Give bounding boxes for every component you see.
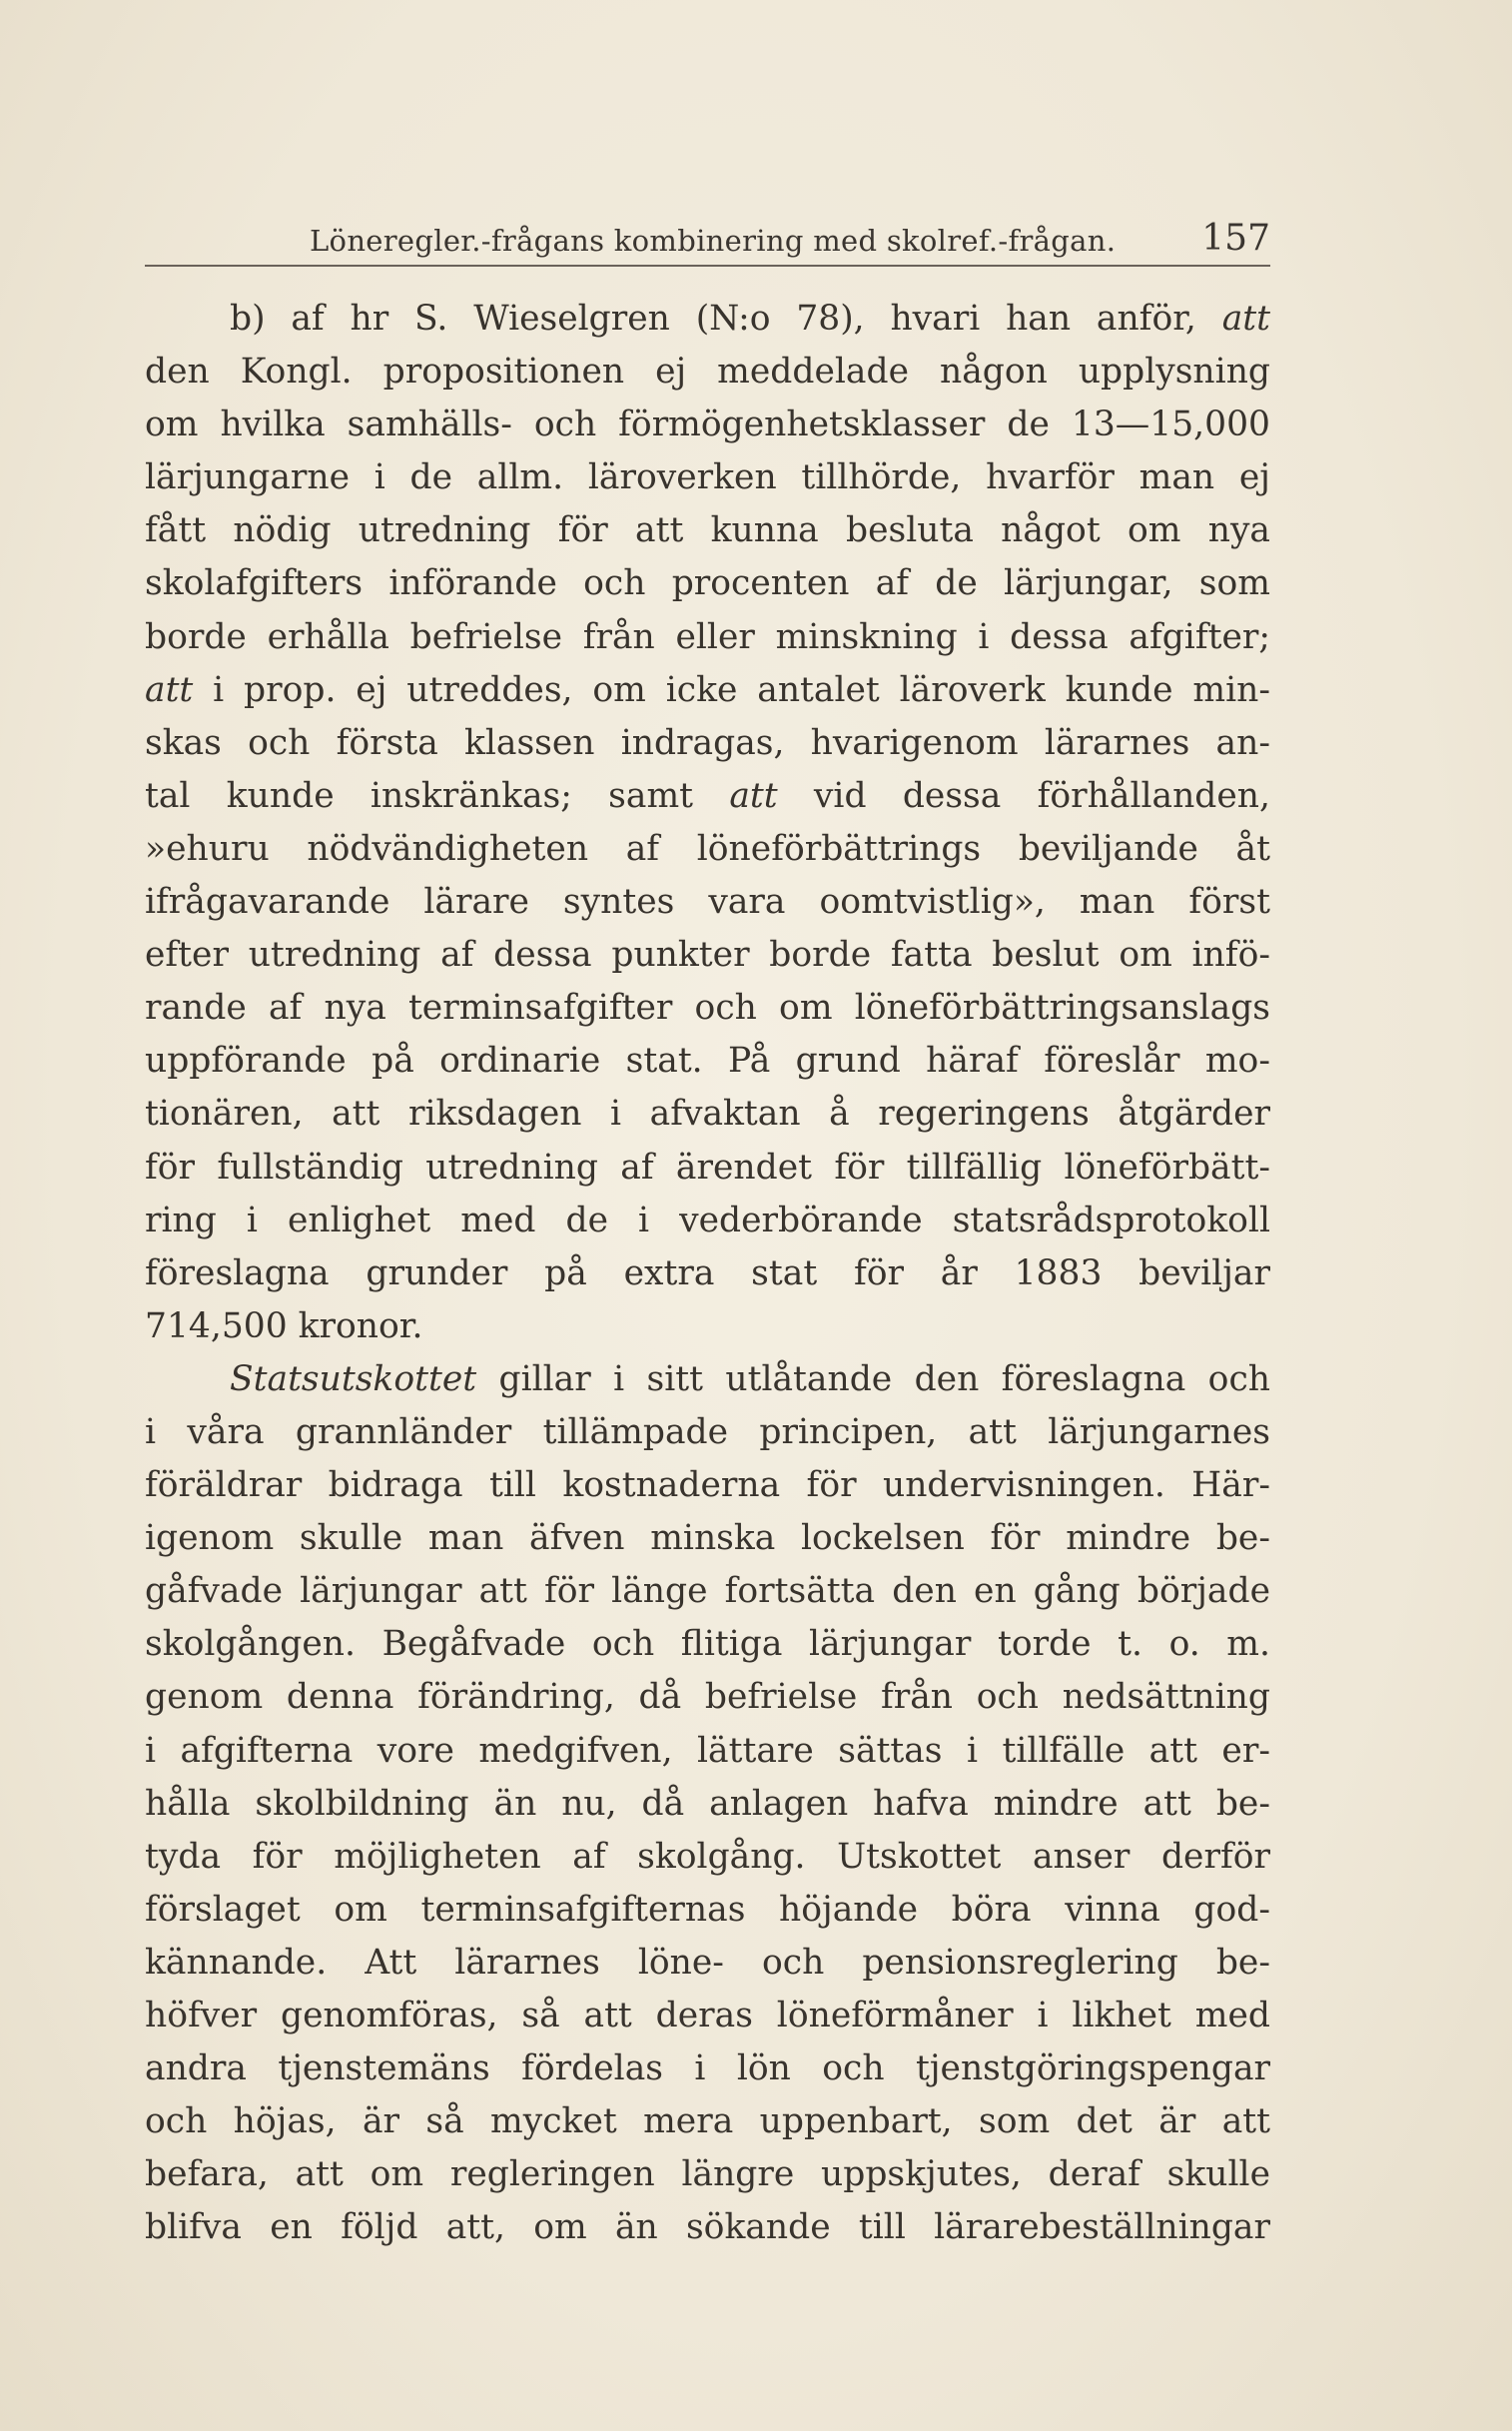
running-head <box>145 210 1270 270</box>
text-line: hålla skolbildning än nu, då anlagen hafva mindre att be- <box>145 1783 1270 1824</box>
text-line: skolafgifters införande och procenten af de lärjungar, som <box>145 563 1270 604</box>
text-line: om hvilka samhälls- och förmögenhetsklasser de 13—15,000 <box>145 405 1270 445</box>
text-line: i våra grannländer tillämpade principen, att lärjungarnes <box>145 1411 1270 1452</box>
text-line: föräldrar bidraga till kostnaderna för undervisningen. Här- <box>145 1465 1270 1506</box>
text-line: uppförande på ordinarie stat. På grund häraf föreslår mo- <box>145 1041 1270 1082</box>
text-line: förslaget om terminsafgifternas höjande böra vinna god- <box>145 1889 1270 1930</box>
text-line: igenom skulle man äfven minska lockelsen för mindre be- <box>145 1518 1270 1559</box>
text-line: blifva en följd att, om än sökande till lärarebeställningar <box>145 2207 1270 2248</box>
text-line: gåfvade lärjungar att för länge fortsätta den en gång började <box>145 1571 1270 1612</box>
text-line: andra tjenstemäns fördelas i lön och tjenstgöringspengar <box>145 2048 1270 2089</box>
text-line: skolgången. Begåfvade och flitiga lärjungar torde t. o. m. <box>145 1624 1270 1665</box>
text-line: och höjas, är så mycket mera uppenbart, som det är att <box>145 2101 1270 2142</box>
body-text <box>145 293 1270 2254</box>
text-line: höfver genomföras, så att deras löneförmåner i likhet med <box>145 1996 1270 2035</box>
text-line: 714,500 kronor. <box>145 1305 423 1346</box>
text-line: Statsutskottet gillar i sitt utlåtande den föreslagna och <box>230 1358 1270 1399</box>
text-line: tyda för möjligheten af skolgång. Utskottet anser derför <box>145 1836 1270 1877</box>
text-line: efter utredning af dessa punkter borde fatta beslut om infö- <box>145 935 1270 976</box>
text-line: b) af hr S. Wieselgren (N:o 78), hvari han anför, att <box>230 299 1270 339</box>
text-line: »ehuru nödvändigheten af löneförbättrings beviljande åt <box>145 828 1270 869</box>
header-rule <box>145 265 1270 267</box>
text-line: genom denna förändring, då befrielse från och nedsättning <box>145 1677 1270 1718</box>
text-line: den Kongl. propositionen ej meddelade någon upplysning <box>145 352 1270 393</box>
text-line: tal kunde inskränkas; samt att vid dessa förhållanden, <box>145 775 1270 816</box>
page-number: 157 <box>1201 218 1270 259</box>
text-line: ifrågavarande lärare syntes vara oomtvistlig», man först <box>145 882 1270 923</box>
text-line: rande af nya terminsafgifter och om löneförbättringsanslags <box>145 988 1270 1029</box>
text-line: att i prop. ej utreddes, om icke antalet läroverk kunde min- <box>145 669 1270 710</box>
text-line: fått nödig utredning för att kunna besluta något om nya <box>145 510 1270 551</box>
text-line: kännande. Att lärarnes löne- och pensionsreglering be- <box>145 1942 1270 1983</box>
text-line: borde erhålla befrielse från eller minskning i dessa afgifter; <box>145 616 1270 657</box>
text-line: tionären, att riksdagen i afvaktan å regeringens åtgärder <box>145 1094 1270 1135</box>
running-title: Löneregler.-frågans kombinering med skolref.-frågan. <box>310 224 1117 258</box>
text-line: för fullständig utredning af ärendet för tillfällig löneförbätt- <box>145 1147 1270 1188</box>
text-line: lärjungarne i de allm. läroverken tillhörde, hvarför man ej <box>145 457 1270 498</box>
text-line: befara, att om regleringen längre uppskjutes, deraf skulle <box>145 2154 1270 2195</box>
text-line: skas och första klassen indragas, hvarigenom lärarnes an- <box>145 722 1270 763</box>
text-line: i afgifterna vore medgifven, lättare sättas i tillfälle att er- <box>145 1730 1270 1771</box>
text-line: ring i enlighet med de i vederbörande statsrådsprotokoll <box>145 1200 1270 1240</box>
text-line: föreslagna grunder på extra stat för år 1883 beviljar <box>145 1252 1270 1293</box>
